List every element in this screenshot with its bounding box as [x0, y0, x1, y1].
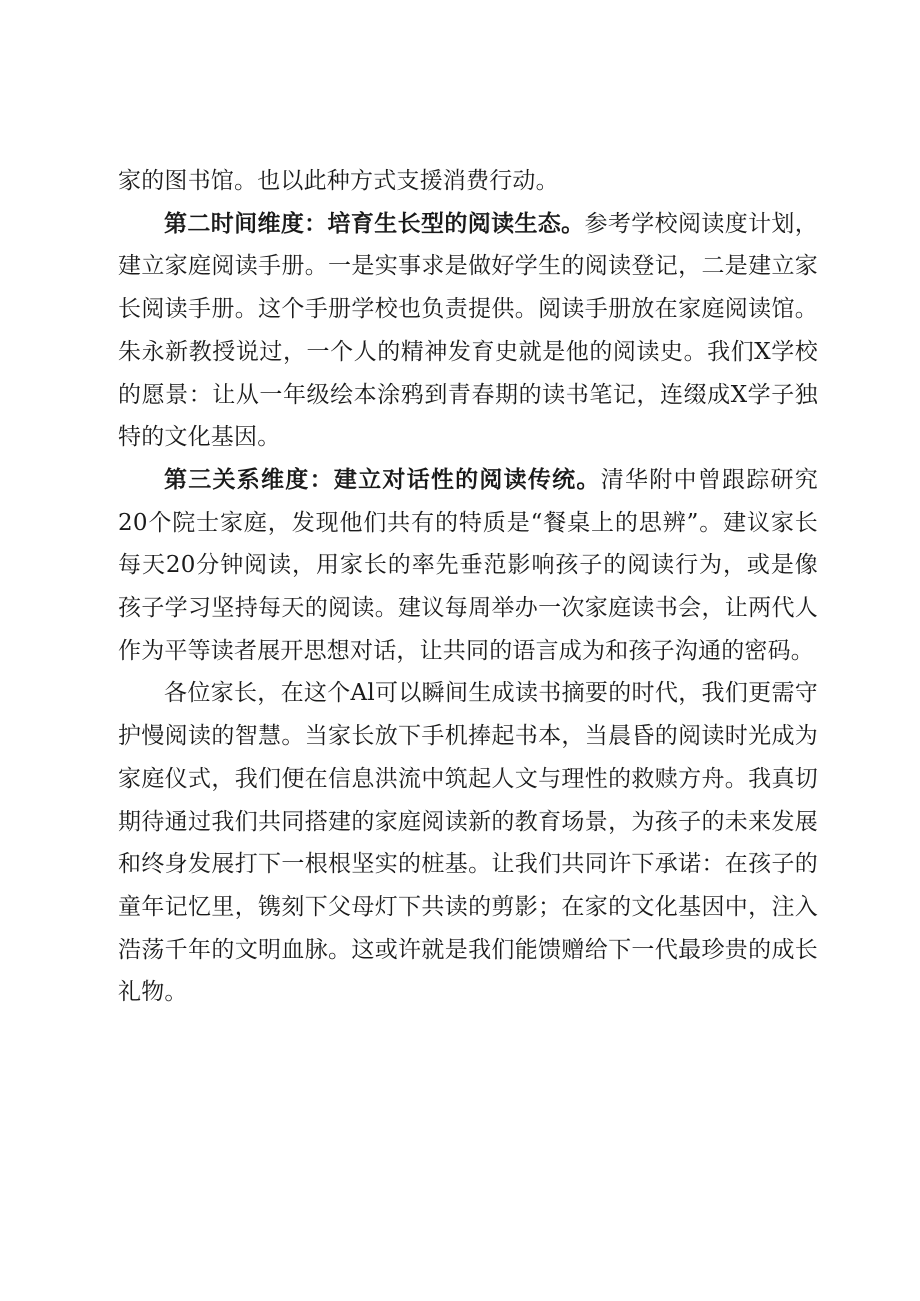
paragraph-1-text: 家的图书馆。也以此种方式支援消费行动。: [118, 168, 559, 194]
document-body: [118, 160, 818, 1014]
paragraph-time-dimension: [118, 203, 818, 459]
paragraph-3-heading: 第三关系维度：建立对话性的阅读传统。: [164, 465, 601, 493]
paragraph-3-text: 清华附中曾跟踪研究20个院士家庭，发现他们共有的特质是“餐桌上的思辨”。建议家长每天20分钟阅读，用家长的率先垂范影响孩子的阅读行为，或是像孩子学习坚持每天的阅读。建议每周举办一次家庭读书会，让两代人作为平等读者展开思想对话，让共同的语言成为和孩子沟通的密码。: [118, 466, 818, 664]
paragraph-relation-dimension: [118, 459, 818, 673]
paragraph-continuation: [118, 160, 818, 203]
paragraph-2-heading: 第二时间维度：培育生长型的阅读生态。: [164, 209, 585, 237]
paragraph-2-text: 参考学校阅读度计划，建立家庭阅读手册。一是实事求是做好学生的阅读登记，二是建立家长阅读手册。这个手册学校也负责提供。阅读手册放在家庭阅读馆。朱永新教授说过，一个人的精神发育史就是他的阅读史。我们X学校的愿景：让从一年级绘本涂鸦到青春期的读书笔记，连缀成X学子独特的文化基因。: [118, 210, 818, 451]
paragraph-4-text: 各位家长，在这个Al可以瞬间生成读书摘要的时代，我们更需守护慢阅读的智慧。当家长放下手机捧起书本，当晨昏的阅读时光成为家庭仪式，我们便在信息洪流中筑起人文与理性的救赎方舟。我真切期待通过我们共同搭建的家庭阅读新的教育场景，为孩子的未来发展和终身发展打下一根根坚实的桩基。让我们共同许下承诺：在孩子的童年记忆里，镌刻下父母灯下共读的剪影；在家的文化基因中，注入浩荡千年的文明血脉。这或许就是我们能馈赠给下一代最珍贵的成长礼物。: [118, 680, 818, 1006]
paragraph-closing: [118, 672, 818, 1014]
